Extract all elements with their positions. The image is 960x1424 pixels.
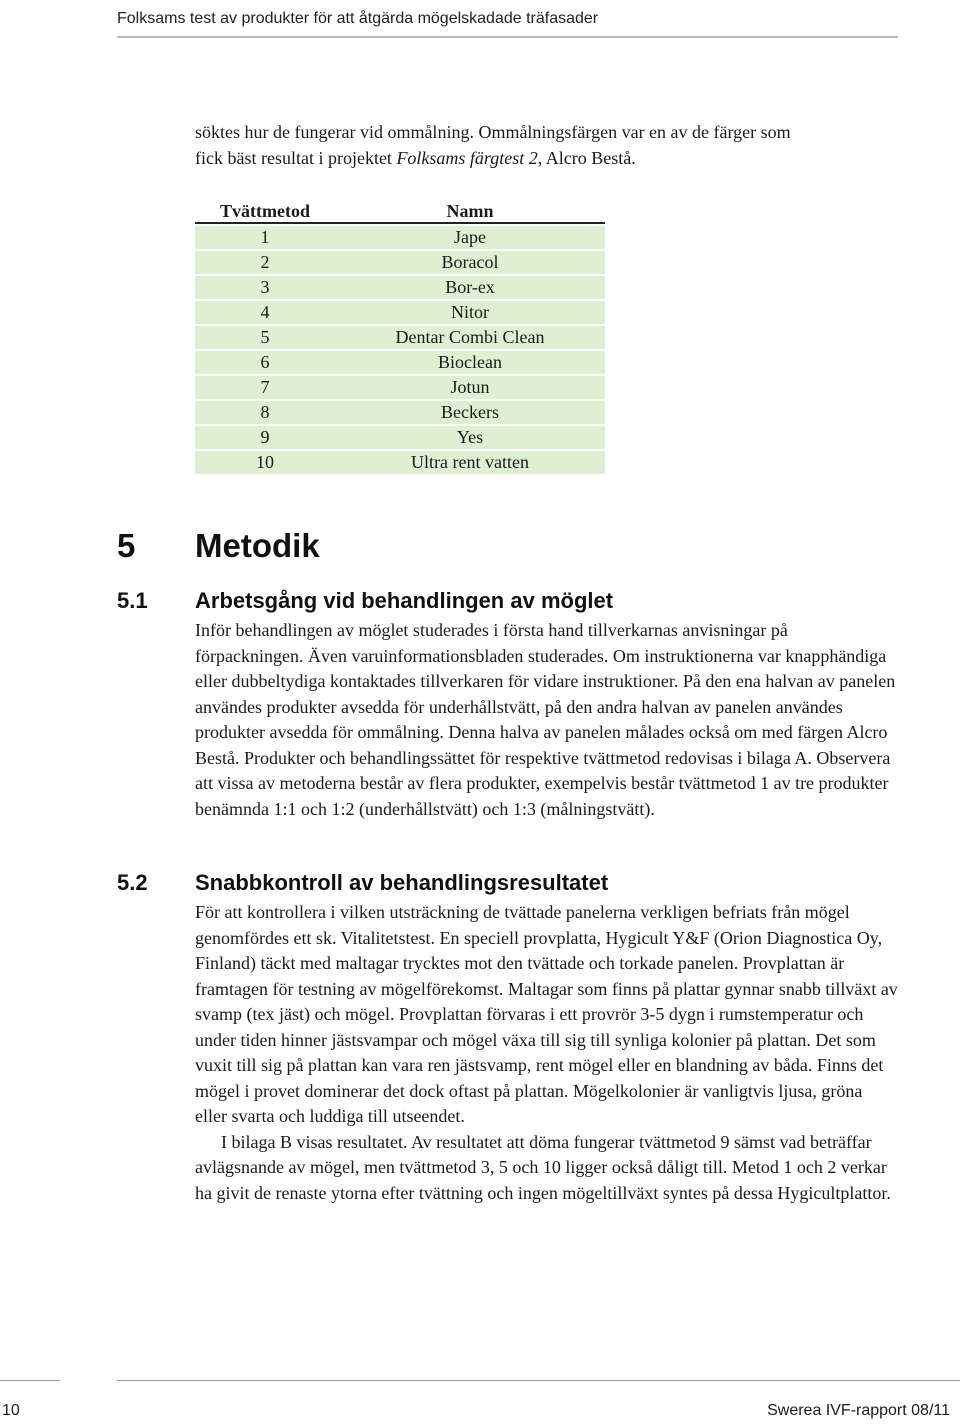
intro-line-1: söktes hur de fungerar vid ommålning. Ommålningsfärgen var en av de färger som (195, 122, 791, 142)
table-row (195, 401, 605, 424)
intro-line-2-start: fick bäst resultat i projektet (195, 147, 397, 168)
method-name: Dentar Combi Clean (335, 326, 605, 349)
method-name: Bioclean (335, 351, 605, 374)
method-name: Ultra rent vatten (335, 451, 605, 474)
section-5-heading (117, 524, 320, 568)
section-5-2-body (195, 900, 898, 1206)
section-5-2-title: Snabbkontroll av behandlingsresultatet (195, 870, 609, 895)
method-number: 6 (195, 351, 335, 374)
section-5-1-paragraph: Inför behandlingen av möglet studerades i första hand tillverkarnas anvisningar på förpackningen. Även varuinformationsbladen studerades. Om instruktionerna var knapphändiga eller dubbeltydiga kontaktades tillverkaren för vidare instruktioner. På den ena halvan av panelen användes produkter avsedda för underhållstvätt, på den andra halvan av panelen användes produkter avsedda för ommålning. Denna halva av panelen målades också om med färgen Alcro Bestå. Produkter och behandlingssättet för respektive tvättmetod redovisas i bilaga A. Observera att vissa av metoderna består av flera produkter, exempelvis består tvättmetod 1 av tre produkter benämnda 1:1 och 1:2 (underhållstvätt) och 1:3 (målningstvätt). (195, 620, 896, 819)
method-number: 3 (195, 276, 335, 299)
method-number: 5 (195, 326, 335, 349)
section-5-1-body (195, 618, 898, 822)
method-number: 4 (195, 301, 335, 324)
table-row (195, 301, 605, 324)
header-namn: Namn (335, 200, 605, 224)
footer-rule-right (117, 1380, 960, 1381)
method-number: 2 (195, 251, 335, 274)
table-row (195, 351, 605, 374)
method-name: Jape (335, 226, 605, 249)
table-row (195, 326, 605, 349)
method-name: Jotun (335, 376, 605, 399)
section-5-1-number: 5.1 (117, 588, 148, 613)
intro-italic-title: Folksams färgtest 2 (396, 147, 538, 168)
section-5-2-paragraph-1: För att kontrollera i vilken utsträckning de tvättade panelerna verkligen befriats från mögel genomfördes ett sk. Vitalitetstest. En speciell provplatta, Hygicult Y&F (Orion Diagnostica Oy, Finland) täckt med maltagar trycktes mot den tvättade och torkade panelen. Provplattan är framtagen för testning av mögelförekomst. Maltagar som finns på plattar gynnar snabb tillväxt av svamp (tex jäst) och mögel. Provplattan förvaras i ett provrör 3-5 dygn i rumstemperatur och under tiden hinner jästsvampar och mögel växa till sig till synliga kolonier på plattan. Det som vuxit till sig på plattan kan vara ren jästsvamp, rent mögel eller en blandning av båda. Finns det mögel i provet dominerar det dock oftast på plattan. Mögelkolonier är vanligtvis ljusa, gröna eller svarta och luddiga till utseendet. (195, 902, 898, 1126)
section-5-2-heading (117, 869, 608, 897)
table-row (195, 426, 605, 449)
header-rule (117, 36, 898, 38)
method-number: 1 (195, 226, 335, 249)
method-name: Nitor (335, 301, 605, 324)
method-number: 7 (195, 376, 335, 399)
page-number: 10 (2, 1402, 20, 1419)
section-5-number: 5 (117, 527, 136, 564)
table-row (195, 251, 605, 274)
method-name: Bor-ex (335, 276, 605, 299)
header-tvattmetod: Tvättmetod (195, 200, 335, 224)
table-row (195, 376, 605, 399)
section-5-2-number: 5.2 (117, 870, 148, 895)
method-number: 10 (195, 451, 335, 474)
method-name: Beckers (335, 401, 605, 424)
table-row (195, 451, 605, 474)
report-id: Swerea IVF-rapport 08/11 (767, 1402, 950, 1419)
table-row (195, 276, 605, 299)
table-header-row (195, 200, 605, 224)
intro-line-2-end: , Alcro Bestå. (537, 147, 636, 168)
intro-paragraph (195, 120, 898, 171)
section-5-title: Metodik (195, 527, 320, 564)
washing-method-table (195, 198, 605, 476)
section-5-1-heading (117, 587, 613, 615)
footer-rule-left (0, 1380, 60, 1381)
method-number: 9 (195, 426, 335, 449)
method-name: Yes (335, 426, 605, 449)
section-5-2-paragraph-2: I bilaga B visas resultatet. Av resultatet att döma fungerar tvättmetod 9 sämst vad beträffar avlägsnande av mögel, men tvättmetod 3, 5 och 10 ligger också dåligt till. Metod 1 och 2 verkar ha givit de renaste ytorna efter tvättning och ingen mögeltillväxt syntes på dessa Hygicultplattor. (195, 1131, 891, 1203)
section-5-1-title: Arbetsgång vid behandlingen av möglet (195, 588, 614, 613)
table-row (195, 226, 605, 249)
running-header: Folksams test av produkter för att åtgärda mögelskadade träfasader (117, 10, 599, 27)
method-name: Boracol (335, 251, 605, 274)
method-number: 8 (195, 401, 335, 424)
